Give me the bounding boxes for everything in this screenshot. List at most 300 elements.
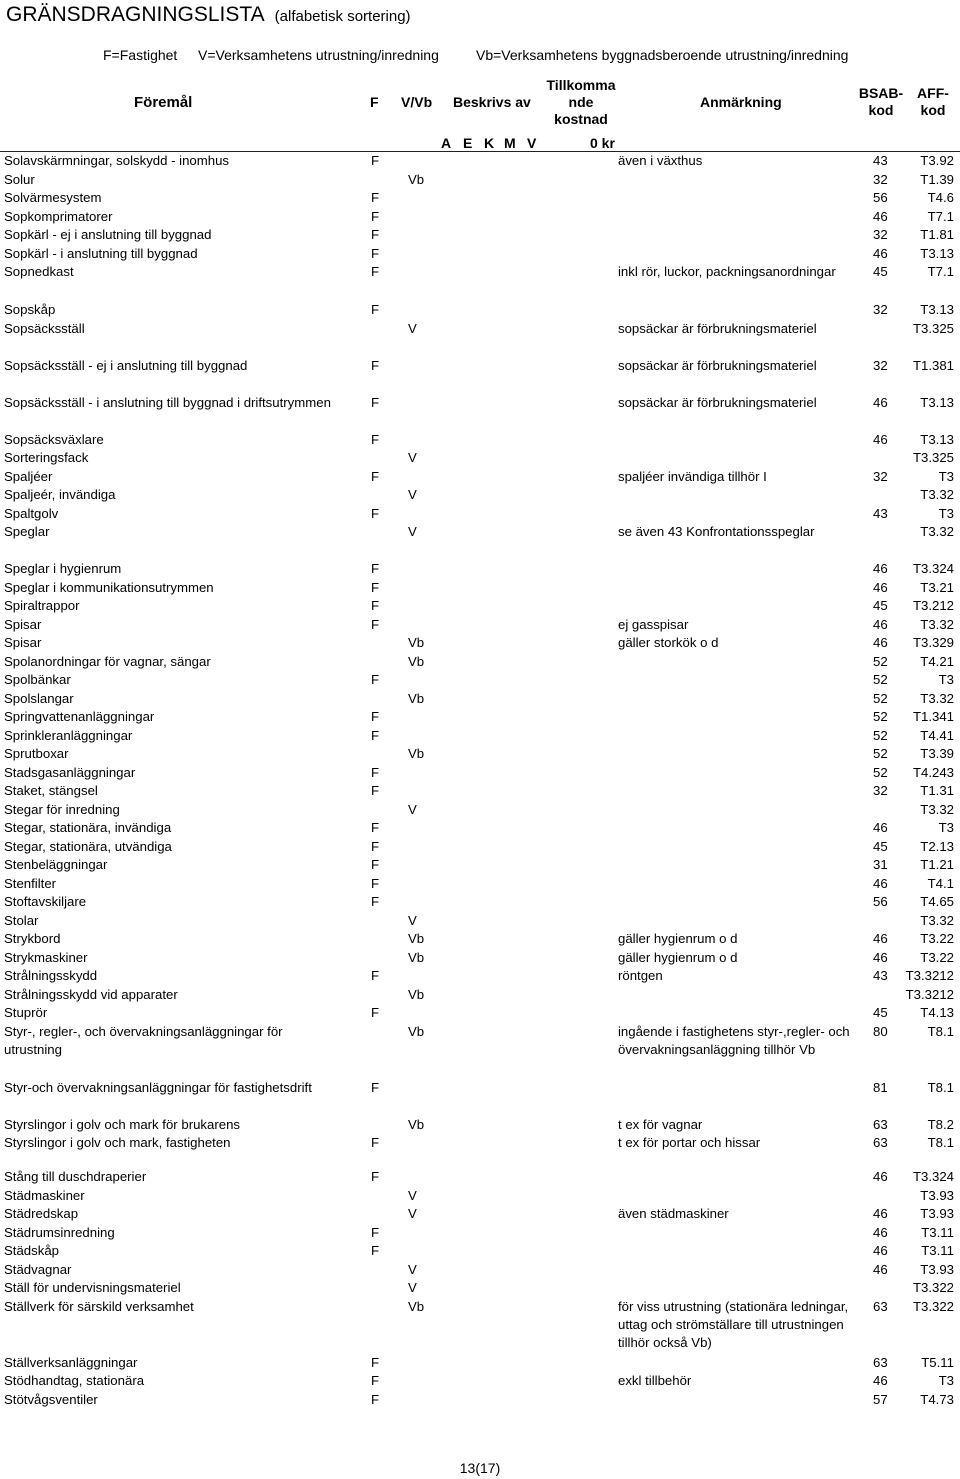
f-marker: F (371, 968, 380, 983)
item-name: Städvagnar (4, 1261, 72, 1277)
anmarkning: även i växthus (618, 153, 703, 168)
header-f: F (370, 94, 379, 110)
anmarkning: gäller hygienrum o d (618, 931, 738, 946)
table-row (0, 1205, 960, 1224)
vvb-marker: Vb (408, 690, 425, 706)
bsab-code: 46 (873, 431, 888, 447)
header-aff-line1: AFF- (917, 85, 949, 101)
aff-code: T4.41 (920, 727, 954, 743)
aff-code: T1.31 (920, 783, 954, 798)
header-tillkommande (546, 77, 616, 128)
table-row (0, 1134, 960, 1168)
table-row (0, 1116, 960, 1135)
vvb-marker: Vb (408, 1116, 425, 1132)
header-vvb: V/Vb (401, 94, 433, 110)
aff-code: T3.322 (912, 1298, 954, 1314)
item-name: Sopnedkast (4, 264, 74, 279)
aff-code: T3.22 (920, 931, 954, 946)
anmarkning: gäller storkök o d (618, 635, 719, 650)
bsab-code: 52 (873, 653, 888, 669)
aff-code: T3.324 (912, 1169, 954, 1184)
table-row (0, 745, 960, 764)
item-name: Spisar (4, 635, 42, 650)
table-row (0, 1079, 960, 1116)
bsab-code: 46 (873, 1206, 888, 1221)
vvb-marker: Vb (408, 986, 425, 1002)
header-a: A (441, 135, 452, 151)
item-name: Stötvågsventiler (4, 1391, 98, 1407)
aff-code: T4.73 (920, 1391, 954, 1407)
header-k: K (484, 135, 495, 151)
vvb-marker: V (408, 1280, 417, 1295)
vvb-marker: V (408, 801, 417, 817)
header-e: E (463, 135, 473, 151)
aff-code: T3.212 (912, 598, 954, 613)
anmarkning: t ex för portar och hissar (618, 1135, 761, 1150)
aff-code: T1.341 (912, 709, 954, 724)
vvb-marker: V (408, 524, 417, 539)
bsab-code: 32 (873, 783, 888, 798)
item-name: Stoftavskiljare (4, 894, 87, 909)
table-row (0, 560, 960, 579)
f-marker: F (371, 1005, 380, 1020)
anmarkning: sopsäckar är förbrukningsmateriel (618, 320, 817, 336)
f-marker: F (371, 431, 380, 447)
bsab-code: 52 (873, 709, 888, 724)
bsab-code: 46 (873, 561, 888, 576)
table-row (0, 431, 960, 450)
table-row (0, 949, 960, 968)
aff-code: T3.3212 (905, 968, 954, 983)
aff-code: T3.21 (920, 579, 954, 595)
aff-code: T3.93 (920, 1187, 954, 1203)
bsab-code: 52 (873, 764, 888, 780)
legend-f: F=Fastighet (103, 47, 178, 63)
item-name: Spaltgolv (4, 505, 59, 521)
bsab-code: 52 (873, 727, 888, 743)
bsab-code: 63 (873, 1354, 888, 1370)
bsab-code: 46 (873, 931, 888, 946)
aff-code: T3 (938, 468, 954, 484)
aff-code: T3 (938, 505, 954, 521)
aff-code: T3.322 (912, 1280, 954, 1295)
item-name: Spisar (4, 616, 42, 632)
item-name: Speglar i kommunikationsutrymmen (4, 579, 214, 595)
vvb-marker: V (408, 320, 417, 336)
legend-v: V=Verksamhetens utrustning/inredning (198, 47, 439, 63)
table-row (0, 1261, 960, 1280)
aff-code: T3.13 (920, 245, 954, 261)
table-row (0, 301, 960, 320)
f-marker: F (371, 227, 380, 242)
bsab-code: 46 (873, 245, 888, 261)
table-row (0, 986, 960, 1005)
aff-code: T4.243 (912, 764, 954, 780)
aff-code: T3.32 (920, 616, 954, 632)
table-row (0, 782, 960, 801)
anmarkning: se även 43 Konfrontationsspeglar (618, 524, 815, 539)
bsab-code: 46 (873, 1169, 888, 1184)
table-row (0, 671, 960, 690)
f-marker: F (371, 875, 380, 891)
item-name: Stolar (4, 912, 39, 928)
table-row (0, 930, 960, 949)
vvb-marker: Vb (408, 931, 425, 946)
table-row (0, 189, 960, 208)
item-name: Styrslingor i golv och mark, fastigheten (4, 1135, 231, 1150)
f-marker: F (371, 857, 380, 872)
table-row (0, 263, 960, 301)
item-name: Sopsäcksställ - ej i anslutning till byggnad (4, 357, 248, 373)
bsab-code: 32 (873, 468, 888, 484)
header-bsab-line1: BSAB- (858, 85, 904, 101)
table-row (0, 1298, 960, 1354)
table-row (0, 320, 960, 357)
header-anmarkning: Anmärkning (700, 94, 782, 110)
item-name: Spolbänkar (4, 672, 71, 687)
vvb-marker: Vb (408, 171, 425, 187)
table-row (0, 226, 960, 245)
table-row (0, 856, 960, 875)
f-marker: F (371, 264, 380, 279)
anmarkning: sopsäckar är förbrukningsmateriel (618, 357, 817, 373)
bsab-code: 43 (873, 968, 888, 983)
bsab-code: 46 (873, 394, 888, 410)
aff-code: T8.1 (927, 1135, 954, 1150)
f-marker: F (371, 208, 380, 224)
bsab-code: 32 (873, 171, 888, 187)
aff-code: T8.2 (927, 1116, 954, 1132)
bsab-code: 46 (873, 875, 888, 891)
bsab-code: 56 (873, 894, 888, 909)
aff-code: T3.32 (920, 690, 954, 706)
bsab-code: 31 (873, 857, 888, 872)
table-row (0, 708, 960, 727)
item-name: Städrumsinredning (4, 1224, 115, 1240)
f-marker: F (371, 1243, 380, 1258)
table-row (0, 1023, 960, 1079)
table-row (0, 727, 960, 746)
table-row (0, 1004, 960, 1023)
header-beskrivs: Beskrivs av (453, 94, 531, 110)
table-row (0, 449, 960, 468)
table-row (0, 616, 960, 635)
aff-code: T3.13 (920, 394, 954, 410)
f-marker: F (371, 727, 380, 743)
table-row (0, 912, 960, 931)
bsab-code: 45 (873, 1005, 888, 1020)
bsab-code: 43 (873, 153, 888, 168)
aff-code: T3.329 (912, 635, 954, 650)
bsab-code: 45 (873, 838, 888, 854)
vvb-marker: V (408, 912, 417, 928)
table-row (0, 171, 960, 190)
item-name: Sprutboxar (4, 746, 69, 761)
table-row (0, 634, 960, 653)
aff-code: T4.13 (920, 1005, 954, 1020)
bsab-code: 46 (873, 579, 888, 595)
aff-code: T3.325 (912, 450, 954, 465)
vvb-marker: Vb (408, 1023, 425, 1039)
aff-code: T8.1 (927, 1079, 954, 1095)
item-name: Stuprör (4, 1005, 48, 1020)
title-text: GRÄNSDRAGNINGSLISTA (6, 3, 265, 26)
table-row (0, 838, 960, 857)
anmarkning: exkl tillbehör (618, 1373, 692, 1388)
bsab-code: 57 (873, 1391, 888, 1407)
item-name: Stegar, stationära, utvändiga (4, 838, 172, 854)
table-row (0, 653, 960, 672)
item-name: Strålningsskydd (4, 968, 98, 983)
table-row (0, 505, 960, 524)
item-name: Stenfilter (4, 875, 57, 891)
legend-vb: Vb=Verksamhetens byggnadsberoende utrustning/inredning (476, 47, 849, 63)
item-name: Sopsäcksväxlare (4, 431, 104, 447)
item-name: Ställverksanläggningar (4, 1354, 138, 1370)
f-marker: F (371, 561, 380, 576)
aff-code: T4.65 (920, 894, 954, 909)
vvb-marker: Vb (408, 746, 425, 761)
bsab-code: 63 (873, 1298, 888, 1314)
anmarkning: t ex för vagnar (618, 1116, 703, 1132)
f-marker: F (371, 616, 380, 632)
bsab-code: 46 (873, 1261, 888, 1277)
f-marker: F (371, 579, 380, 595)
anmarkning: ej gasspisar (618, 616, 689, 632)
aff-code: T3.93 (920, 1261, 954, 1277)
table-row (0, 1372, 960, 1391)
bsab-code: 46 (873, 949, 888, 965)
item-name: Sprinkleranläggningar (4, 727, 133, 743)
item-name: Styr-, regler-, och övervakningsanläggningar för utrustning (4, 1023, 283, 1057)
aff-code: T3 (938, 820, 954, 835)
item-name: Staket, stängsel (4, 783, 98, 798)
f-marker: F (371, 820, 380, 835)
anmarkning: spaljéer invändiga tillhör I (618, 468, 767, 484)
bsab-code: 46 (873, 616, 888, 632)
item-name: Stång till duschdraperier (4, 1169, 147, 1184)
item-name: Sorteringsfack (4, 450, 89, 465)
header-m: M (504, 135, 516, 151)
subtitle-text: (alfabetisk sortering) (274, 8, 411, 25)
aff-code: T1.21 (920, 857, 954, 872)
aff-code: T8.1 (927, 1023, 954, 1039)
aff-code: T3.92 (920, 153, 954, 168)
item-name: Stegar för inredning (4, 801, 120, 817)
anmarkning: för viss utrustning (stationära ledningar, uttag och strömställare till utrustningen tillhör också Vb) (618, 1298, 849, 1350)
aff-code: T3.32 (920, 801, 954, 817)
table-row (0, 597, 960, 616)
anmarkning: inkl rör, luckor, packningsanordningar (618, 264, 836, 279)
page-title (6, 3, 411, 27)
bsab-code: 32 (873, 357, 888, 373)
aff-code: T5.11 (921, 1354, 954, 1370)
f-marker: F (371, 1135, 380, 1150)
table-row (0, 208, 960, 227)
table-row (0, 394, 960, 431)
aff-code: T3.11 (921, 1243, 954, 1258)
item-name: Springvattenanläggningar (4, 709, 155, 724)
item-name: Sopsäcksställ (4, 320, 85, 336)
aff-code: T3.324 (912, 561, 954, 576)
table-row (0, 1168, 960, 1187)
bsab-code: 46 (873, 820, 888, 835)
item-name: Stenbeläggningar (4, 857, 108, 872)
bsab-code: 52 (873, 672, 888, 687)
item-name: Stödhandtag, stationära (4, 1373, 145, 1388)
item-name: Sopskåp (4, 302, 56, 317)
bsab-code: 46 (873, 1243, 888, 1258)
table-row (0, 1187, 960, 1206)
item-name: Spiraltrappor (4, 598, 80, 613)
f-marker: F (371, 468, 380, 484)
item-name: Strålningsskydd vid apparater (4, 986, 178, 1002)
table-row (0, 1279, 960, 1298)
bsab-code: 46 (873, 1224, 888, 1240)
bsab-code: 45 (873, 264, 888, 279)
item-name: Spolslangar (4, 690, 74, 706)
table-row (0, 875, 960, 894)
f-marker: F (371, 1354, 380, 1370)
aff-code: T3.93 (920, 1206, 954, 1221)
item-name: Strykbord (4, 931, 61, 946)
aff-code: T3.13 (920, 302, 954, 317)
table-row (0, 523, 960, 560)
item-name: Solvärmesystem (4, 190, 102, 205)
aff-code: T3.325 (912, 320, 954, 336)
f-marker: F (371, 245, 380, 261)
header-tillkomma-line2: nde (568, 94, 594, 110)
item-name: Sopkärl - i anslutning till byggnad (4, 245, 198, 261)
vvb-marker: Vb (408, 635, 425, 650)
legend (0, 47, 960, 67)
f-marker: F (371, 838, 380, 854)
table-row (0, 152, 960, 171)
item-name: Solavskärmningar, solskydd - inomhus (4, 153, 230, 168)
f-marker: F (371, 1391, 380, 1407)
item-name: Sopkärl - ej i anslutning till byggnad (4, 227, 212, 242)
bsab-code: 32 (873, 227, 888, 242)
f-marker: F (371, 153, 380, 168)
aff-code: T7.1 (927, 208, 954, 224)
f-marker: F (371, 302, 380, 317)
item-name: Stadsgasanläggningar (4, 764, 136, 780)
f-marker: F (371, 672, 380, 687)
aff-code: T7.1 (927, 264, 954, 279)
f-marker: F (371, 783, 380, 798)
table-row (0, 967, 960, 986)
aff-code: T3.13 (920, 431, 954, 447)
aff-code: T3.32 (920, 487, 954, 502)
item-name: Spolanordningar för vagnar, sängar (4, 653, 211, 669)
aff-code: T3.39 (920, 746, 954, 761)
anmarkning: sopsäckar är förbrukningsmateriel (618, 394, 817, 410)
aff-code: T2.13 (920, 838, 954, 854)
table-row (0, 579, 960, 598)
table-row (0, 468, 960, 487)
header-bsab-line2: kod (868, 102, 894, 118)
header-foremal: Föremål (134, 94, 193, 111)
item-name: Stegar, stationära, invändiga (4, 820, 172, 835)
bsab-code: 32 (873, 302, 888, 317)
bsab-code: 81 (873, 1079, 888, 1095)
header-bsab (855, 85, 907, 119)
table-row (0, 357, 960, 394)
aff-code: T3.22 (920, 949, 954, 965)
item-name: Strykmaskiner (4, 949, 88, 965)
aff-code: T3 (938, 672, 954, 687)
item-name: Spaljeér, invändiga (4, 487, 116, 502)
bsab-code: 56 (873, 190, 888, 205)
anmarkning: gäller hygienrum o d (618, 949, 738, 965)
item-name: Styrslingor i golv och mark för brukarens (4, 1116, 240, 1132)
table-row (0, 245, 960, 264)
aff-code: T4.1 (927, 875, 954, 891)
aff-code: T3.32 (920, 912, 954, 928)
table-row (0, 801, 960, 820)
bsab-code: 45 (873, 598, 888, 613)
item-name: Ställ för undervisningsmateriel (4, 1280, 181, 1295)
aff-code: T3.32 (920, 524, 954, 539)
vvb-marker: V (408, 1187, 417, 1203)
item-name: Städmaskiner (4, 1187, 85, 1203)
header-tillkomma-line3: kostnad (554, 111, 608, 127)
table-row (0, 893, 960, 912)
f-marker: F (371, 709, 380, 724)
f-marker: F (371, 190, 380, 205)
item-name: Ställverk för särskild verksamhet (4, 1298, 194, 1314)
header-tillkomma-line1: Tillkomma (546, 77, 616, 93)
aff-code: T3 (938, 1373, 954, 1388)
table-row (0, 1391, 960, 1410)
f-marker: F (371, 1373, 380, 1388)
item-name: Städredskap (4, 1206, 79, 1221)
header-kr: 0 kr (590, 135, 615, 151)
item-name: Sopkomprimatorer (4, 208, 113, 224)
item-name: Städskåp (4, 1243, 59, 1258)
aff-code: T1.39 (920, 171, 954, 187)
f-marker: F (371, 1224, 380, 1240)
vvb-marker: V (408, 450, 417, 465)
table-row (0, 819, 960, 838)
item-name: Spaljéer (4, 468, 53, 484)
table-row (0, 690, 960, 709)
item-name: Sopsäcksställ - i anslutning till byggnad i driftsutrymmen (4, 394, 331, 410)
bsab-code: 46 (873, 208, 888, 224)
aff-code: T1.81 (920, 227, 954, 242)
aff-code: T1.381 (912, 357, 954, 373)
aff-code: T4.6 (927, 190, 954, 205)
table-row (0, 1224, 960, 1243)
anmarkning: även städmaskiner (618, 1206, 729, 1221)
table-row (0, 1354, 960, 1373)
bsab-code: 63 (873, 1116, 888, 1132)
bsab-code: 46 (873, 1373, 888, 1388)
f-marker: F (371, 598, 380, 613)
item-name: Styr-och övervakningsanläggningar för fastighetsdrift (4, 1079, 312, 1095)
vvb-marker: Vb (408, 949, 425, 965)
item-name: Solur (4, 171, 35, 187)
vvb-marker: Vb (408, 1298, 425, 1314)
vvb-marker: V (408, 1206, 417, 1221)
item-name: Speglar (4, 524, 50, 539)
table-row (0, 1242, 960, 1261)
table-row (0, 764, 960, 783)
f-marker: F (371, 394, 380, 410)
f-marker: F (371, 1169, 380, 1184)
header-v: V (527, 135, 537, 151)
bsab-code: 46 (873, 635, 888, 650)
